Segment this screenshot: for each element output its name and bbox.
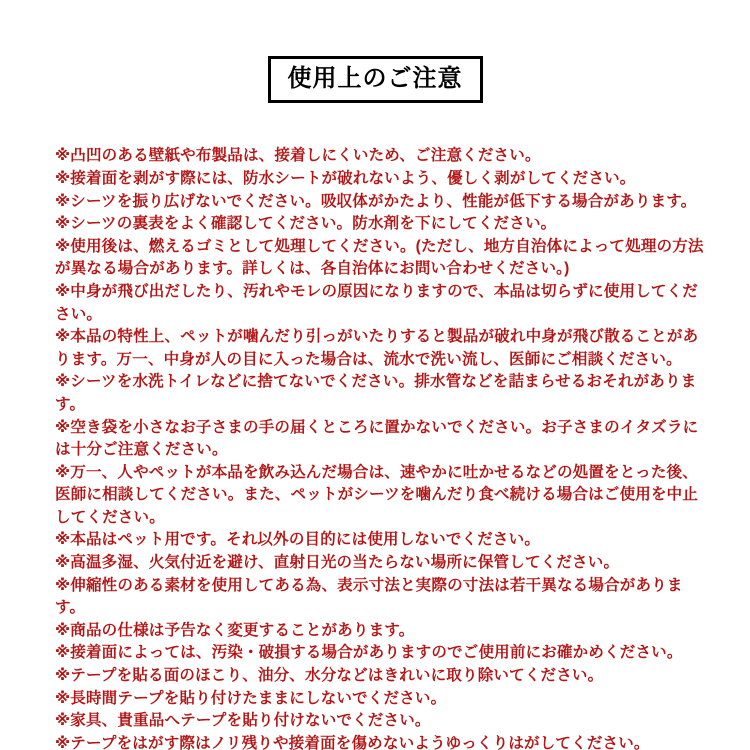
notice-item: ※テープを貼る面のほこり、油分、水分などはきれいに取り除いてください。: [55, 667, 604, 685]
page-title: 使用上のご注意: [268, 56, 483, 103]
notice-item: ※シーツの裏表をよく確認してください。防水剤を下にしてください。: [55, 215, 557, 233]
notice-item: ※商品の仕様は予告なく変更することがあります。: [55, 621, 415, 639]
notice-item: ※本品はペット用です。それ以外の目的には使用しないでください。: [55, 531, 541, 549]
title-row: [0, 0, 750, 103]
notice-item: ※万一、人やペットが本品を飲み込んだ場合は、速やかに吐かせるなどの処置をとった後、医師に相談してください。また、ペットがシーツを噛んだり食べ続ける場合はご使用を中止してください。: [55, 463, 699, 526]
notice-item: ※高温多湿、火気付近を避け、直射日光の当たらない場所に保管してください。: [55, 554, 620, 572]
notice-item: ※使用後は、燃えるゴミとして処理してください。(ただし、地方自治体によって処理の方法が異なる場合があります。詳しくは、各自治体にお問い合わせください。): [55, 237, 704, 278]
notice-list: [0, 145, 750, 750]
notice-item: ※空き袋を小さなお子さまの手の届くところに置かないでください。お子さまのイタズラには十分ご注意ください。: [55, 418, 699, 459]
notice-item: ※本品の特性上、ペットが噛んだり引っがいたりすると製品が破れ中身が飛び散ることがあります。万一、中身が人の目に入った場合は、流水で洗い流し、医師にご相談ください。: [55, 328, 699, 368]
notice-item: ※シーツを振り広げないでください。吸収体がかたより、性能が低下する場合があります。: [55, 192, 697, 210]
notice-item: ※凸凹のある壁紙や布製品は、接着しにくいため、ご注意ください。: [55, 147, 541, 165]
notice-item: ※中身が飛び出だしたり、汚れやモレの原因になりますので、本品は切らずに使用してください。: [55, 282, 698, 323]
notice-item: ※長時間テープを貼り付けたままにしないでください。: [55, 689, 447, 707]
notice-item: ※接着面を剥がす際には、防水シートが破れないよう、優しく剥がしてください。: [55, 169, 636, 187]
notice-item: ※伸縮性のある素材を使用してある為、表示寸法と実際の寸法は若干異なる場合があります。: [55, 576, 683, 617]
notice-item: ※テープをはがす際はノリ残りや接着面を傷めないようゆっくりはがしてください。: [55, 734, 650, 750]
notice-item: ※家具、貴重品へテープを貼り付けないでください。: [55, 712, 431, 730]
notice-item: ※接着面によっては、汚染・破損する場合がありますのでご使用前にお確かめください。: [55, 644, 683, 662]
notice-item: ※シーツを水洗トイレなどに捨てないでください。排水管などを詰まらせるおそれがあります。: [55, 373, 697, 413]
